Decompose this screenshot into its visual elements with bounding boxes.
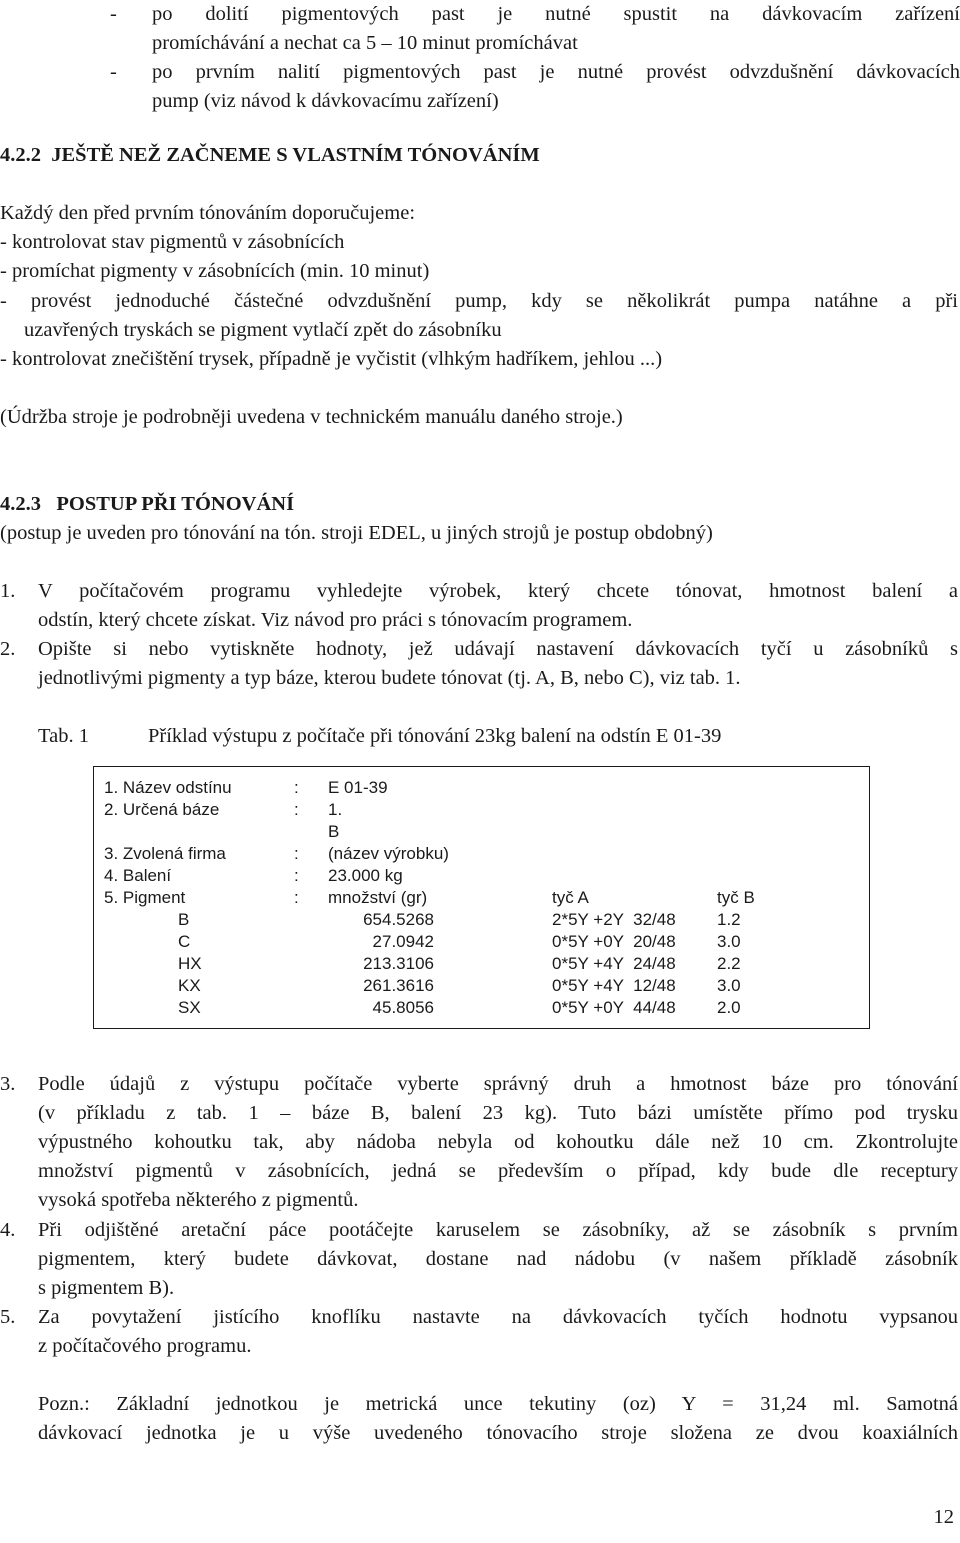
bullet-line: pump (viz návod k dávkovacímu zařízení): [152, 90, 499, 112]
pigment-rod-b: 3.0: [717, 976, 741, 995]
list-item: uzavřených tryskách se pigment vytlačí zpět do zásobníku: [24, 319, 502, 341]
table-caption-label: Tab. 1: [38, 725, 89, 747]
pigment-name: C: [178, 932, 191, 951]
step-number: 1.: [0, 580, 16, 602]
step-number: 3.: [0, 1073, 16, 1095]
pigment-rod-a: 0*5Y +0Y 44/48: [552, 998, 676, 1017]
step-line: s pigmentem B).: [38, 1277, 175, 1299]
step-line: Při odjištěné aretační páce pootáčejte karuselem se zásobníky, až se zásobník s prvním: [38, 1219, 958, 1241]
step-number: 4.: [0, 1219, 16, 1241]
step-line: vysoká spotřeba některého z pigmentů.: [38, 1189, 359, 1211]
table-label: 5. Pigment: [104, 888, 186, 907]
pigment-name: HX: [178, 954, 202, 973]
section-title: POSTUP PŘI TÓNOVÁNÍ: [56, 493, 295, 515]
table-value: B: [328, 822, 340, 841]
pigment-row: [94, 931, 854, 953]
pigment-row: [94, 997, 854, 1019]
step-line: (v příkladu z tab. 1 – báze B, balení 23 kg). Tuto bázi umístěte přímo pod trysku: [38, 1102, 958, 1124]
qty-header: množství (gr): [328, 888, 428, 907]
pigment-qty: 261.3616: [363, 976, 434, 995]
bullet-dash: -: [110, 61, 117, 83]
list-item: - provést jednoduché částečné odvzdušnění pump, kdy se několikrát pumpa natáhne a při: [0, 290, 958, 312]
section-subtitle: (postup je uveden pro tónování na tón. stroji EDEL, u jiných strojů je postup obdobný): [0, 522, 713, 544]
table-value: 23.000 kg: [328, 866, 403, 885]
numbered-step: [0, 1216, 958, 1303]
list-item: - kontrolovat stav pigmentů v zásobnících: [0, 231, 345, 253]
table-value: 1.: [328, 800, 343, 819]
pigment-row: [94, 909, 854, 931]
rod-a-header: tyč A: [552, 888, 589, 907]
pigment-rod-a: 0*5Y +4Y 12/48: [552, 976, 676, 995]
intro-bullet: [110, 58, 960, 116]
numbered-step: [0, 577, 958, 635]
note-line: Pozn.: Základní jednotkou je metrická unce tekutiny (oz) Y = 31,24 ml. Samotná: [38, 1393, 958, 1415]
pigment-row: [94, 975, 854, 997]
table-value: (název výrobku): [328, 844, 449, 863]
maintenance-note: (Údržba stroje je podrobněji uvedena v technickém manuálu daného stroje.): [0, 406, 623, 428]
table-row: [94, 887, 854, 909]
step-line: V počítačovém programu vyhledejte výrobek, který chcete tónovat, hmotnost balení a: [38, 580, 958, 602]
pigment-name: B: [178, 910, 190, 929]
note-line: dávkovací jednotka je u výše uvedeného tónovacího stroje složena ze dvou koaxiálních: [38, 1422, 958, 1444]
pigment-qty: 27.0942: [372, 932, 434, 951]
table-sep: :: [294, 844, 299, 863]
pigment-qty: 213.3106: [363, 954, 434, 973]
computer-output-table: [93, 766, 870, 1029]
step-line: Opište si nebo vytiskněte hodnoty, jež udávají nastavení dávkovacích tyčí u zásobníků s: [38, 638, 958, 660]
rod-b-header: tyč B: [717, 888, 755, 907]
numbered-step: [0, 1303, 958, 1361]
section-heading: [0, 490, 294, 519]
section-title: JEŠTĚ NEŽ ZAČNEME S VLASTNÍM TÓNOVÁNÍM: [51, 144, 540, 166]
pigment-rod-a: 2*5Y +2Y 32/48: [552, 910, 676, 929]
table-caption-text: Příklad výstupu z počítače při tónování 23kg balení na odstín E 01-39: [148, 725, 722, 747]
step-line: z počítačového programu.: [38, 1335, 252, 1357]
numbered-step: [0, 1070, 958, 1215]
step-line: Podle údajů z výstupu počítače vyberte správný druh a hmotnost báze pro tónování: [38, 1073, 958, 1095]
pigment-rod-b: 1.2: [717, 910, 741, 929]
table-label: 4. Balení: [104, 866, 172, 885]
bullet-line: promíchávání a nechat ca 5 – 10 minut promíchávat: [152, 32, 578, 54]
note-block: [38, 1390, 958, 1448]
bullet-line: po prvním nalití pigmentových past je nutné provést odvzdušnění dávkovacích: [152, 61, 960, 83]
pigment-rod-a: 0*5Y +0Y 20/48: [552, 932, 676, 951]
pigment-name: KX: [178, 976, 201, 995]
pigment-row: [94, 953, 854, 975]
section-number: 4.2.2: [0, 144, 41, 166]
table-sep: :: [294, 866, 299, 885]
table-sep: :: [294, 888, 299, 907]
section-intro: Každý den před prvním tónováním doporučujeme:: [0, 202, 416, 224]
step-number: 2.: [0, 638, 16, 660]
pigment-qty: 654.5268: [363, 910, 434, 929]
step-line: jednotlivými pigmenty a typ báze, kterou budete tónovat (tj. A, B, nebo C), viz tab. 1.: [38, 667, 741, 689]
step-line: Za povytažení jistícího knoflíku nastavte na dávkovacích tyčích hodnotu vypsanou: [38, 1306, 958, 1328]
numbered-step: [0, 635, 958, 693]
page-number: 12: [933, 1506, 954, 1528]
step-line: množství pigmentů v zásobnících, jedná se především o případ, kdy bude dle receptury: [38, 1160, 958, 1182]
bullet-line: po dolití pigmentových past je nutné spustit na dávkovacím zařízení: [152, 3, 960, 25]
step-line: odstín, který chcete získat. Viz návod pro práci s tónovacím programem.: [38, 609, 633, 631]
pigment-rod-b: 3.0: [717, 932, 741, 951]
section-number: 4.2.3: [0, 493, 41, 515]
pigment-qty: 45.8056: [372, 998, 434, 1017]
bullet-dash: -: [110, 3, 117, 25]
list-item: - kontrolovat znečištění trysek, případně je vyčistit (vlhkým hadříkem, jehlou ...): [0, 348, 663, 370]
table-sep: :: [294, 778, 299, 797]
pigment-rod-b: 2.2: [717, 954, 741, 973]
intro-bullet: [110, 0, 960, 58]
step-line: výpustného kohoutku tak, aby nádoba nebyla od kohoutku dále než 10 cm. Zkontrolujte: [38, 1131, 958, 1153]
table-sep: :: [294, 800, 299, 819]
table-label: 1. Název odstínu: [104, 778, 232, 797]
pigment-rod-a: 0*5Y +4Y 24/48: [552, 954, 676, 973]
pigment-name: SX: [178, 998, 201, 1017]
table-label: 2. Určená báze: [104, 800, 220, 819]
table-label: 3. Zvolená firma: [104, 844, 226, 863]
step-number: 5.: [0, 1306, 16, 1328]
section-heading: [0, 141, 540, 170]
step-line: pigmentem, který budete dávkovat, dostane nad nádobu (v našem příkladě zásobník: [38, 1248, 958, 1270]
list-item: - promíchat pigmenty v zásobnících (min. 10 minut): [0, 260, 430, 282]
table-value: E 01-39: [328, 778, 388, 797]
pigment-rod-b: 2.0: [717, 998, 741, 1017]
